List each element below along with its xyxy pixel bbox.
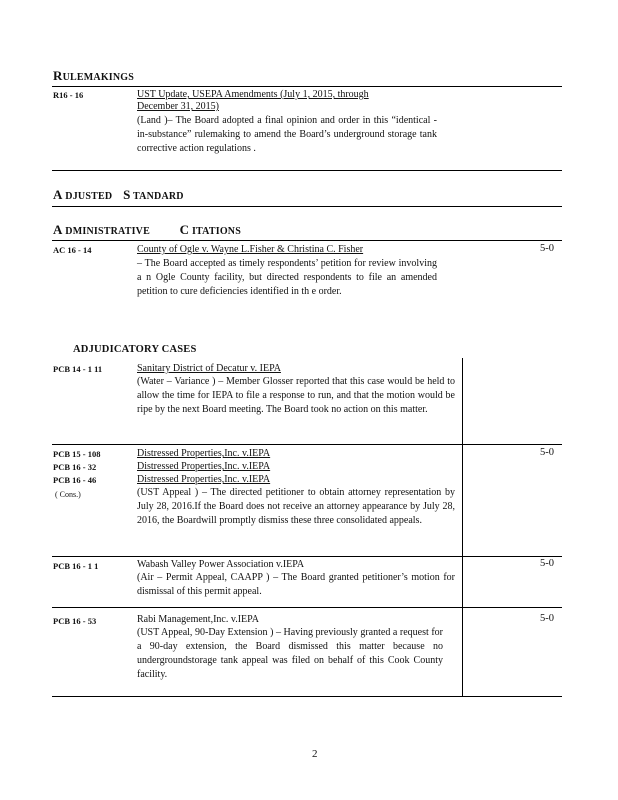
case-description: (Air – Permit Appeal, CAAPP ) – The Board granted petitioner’s motion for dismissal of this permit appeal. <box>137 572 455 597</box>
divider <box>52 696 562 697</box>
divider <box>52 444 562 445</box>
section-heading-adjudicatory-cases: ADJUDICATORY CASES <box>73 344 197 355</box>
docket-number: AC 16 - 14 <box>53 245 92 255</box>
case-description: (UST Appeal ) – The directed petitioner to obtain attorney representation by July 28, 2016.If the Board does not receive an attorney appearance by July 28, 2016, the Boardwill promptly dismiss these three consolidated appeals. <box>137 487 455 526</box>
docket-number: PCB 15 - 108 <box>53 449 101 459</box>
docket-number: PCB 16 - 1 1 <box>53 561 99 571</box>
docket-number: R16 - 16 <box>53 90 84 100</box>
case-title: County of Ogle v. Wayne L.Fisher & Christina C. Fisher <box>137 244 364 255</box>
case-description: – The Board accepted as timely respondents’ petition for review involving a n Ogle County facility, but directed respondents to file an amended petition to cure deficiencies identified in th e order. <box>137 258 437 297</box>
divider <box>52 607 562 608</box>
vote-count: 5-0 <box>540 243 554 254</box>
case-title: Sanitary District of Decatur v. IEPA <box>137 363 281 374</box>
column-divider <box>462 358 463 696</box>
page-number: 2 <box>312 748 318 760</box>
case-description: (Water – Variance ) – Member Glosser reported that this case would be held to allow the time for IEPA to file a response to run, and that the motion would be ripe by the next Board meeting. The Board took no action on this matter. <box>137 376 455 415</box>
section-heading-rulemakings: RULEMAKINGS <box>53 68 135 83</box>
docket-number: PCB 16 - 46 <box>53 475 97 485</box>
case-title: Distressed Properties,Inc. v.IEPA <box>137 461 271 472</box>
vote-count: 5-0 <box>540 558 554 569</box>
case-title: UST Update, USEPA Amendments (July 1, 2015, through <box>137 89 369 100</box>
case-title-continued: December 31, 2015) <box>137 101 219 112</box>
case-title: Rabi Management,Inc. v.IEPA <box>137 614 260 625</box>
section-heading-administrative-citations: A DMINISTRATIVE C ITATIONS <box>53 222 241 237</box>
case-title: Distressed Properties,Inc. v.IEPA <box>137 474 271 485</box>
docket-number: PCB 16 - 32 <box>53 462 97 472</box>
divider <box>52 556 562 557</box>
case-description: (Land )– The Board adopted a final opinion and order in this “identical -in-substance” rulemaking to amend the Board’s underground storage tank corrective action regulations . <box>137 115 437 154</box>
docket-number: PCB 16 - 53 <box>53 616 97 626</box>
divider <box>52 170 562 171</box>
divider <box>52 86 562 87</box>
vote-count: 5-0 <box>540 613 554 624</box>
case-title: Wabash Valley Power Association v.IEPA <box>137 559 305 570</box>
consolidated-note: ( Cons.) <box>55 490 81 499</box>
docket-number: PCB 14 - 1 11 <box>53 364 103 374</box>
case-title: Distressed Properties,Inc. v.IEPA <box>137 448 271 459</box>
case-description: (UST Appeal, 90-Day Extension ) – Having previously granted a request for a 90-day extension, the Board dismissed this matter because no undergroundstorage tank appeal was filed on behalf of this Cook County facility. <box>137 627 443 680</box>
section-heading-adjusted-standard: A DJUSTED S TANDARD <box>53 187 184 202</box>
divider <box>52 240 562 241</box>
divider <box>52 206 562 207</box>
vote-count: 5-0 <box>540 447 554 458</box>
